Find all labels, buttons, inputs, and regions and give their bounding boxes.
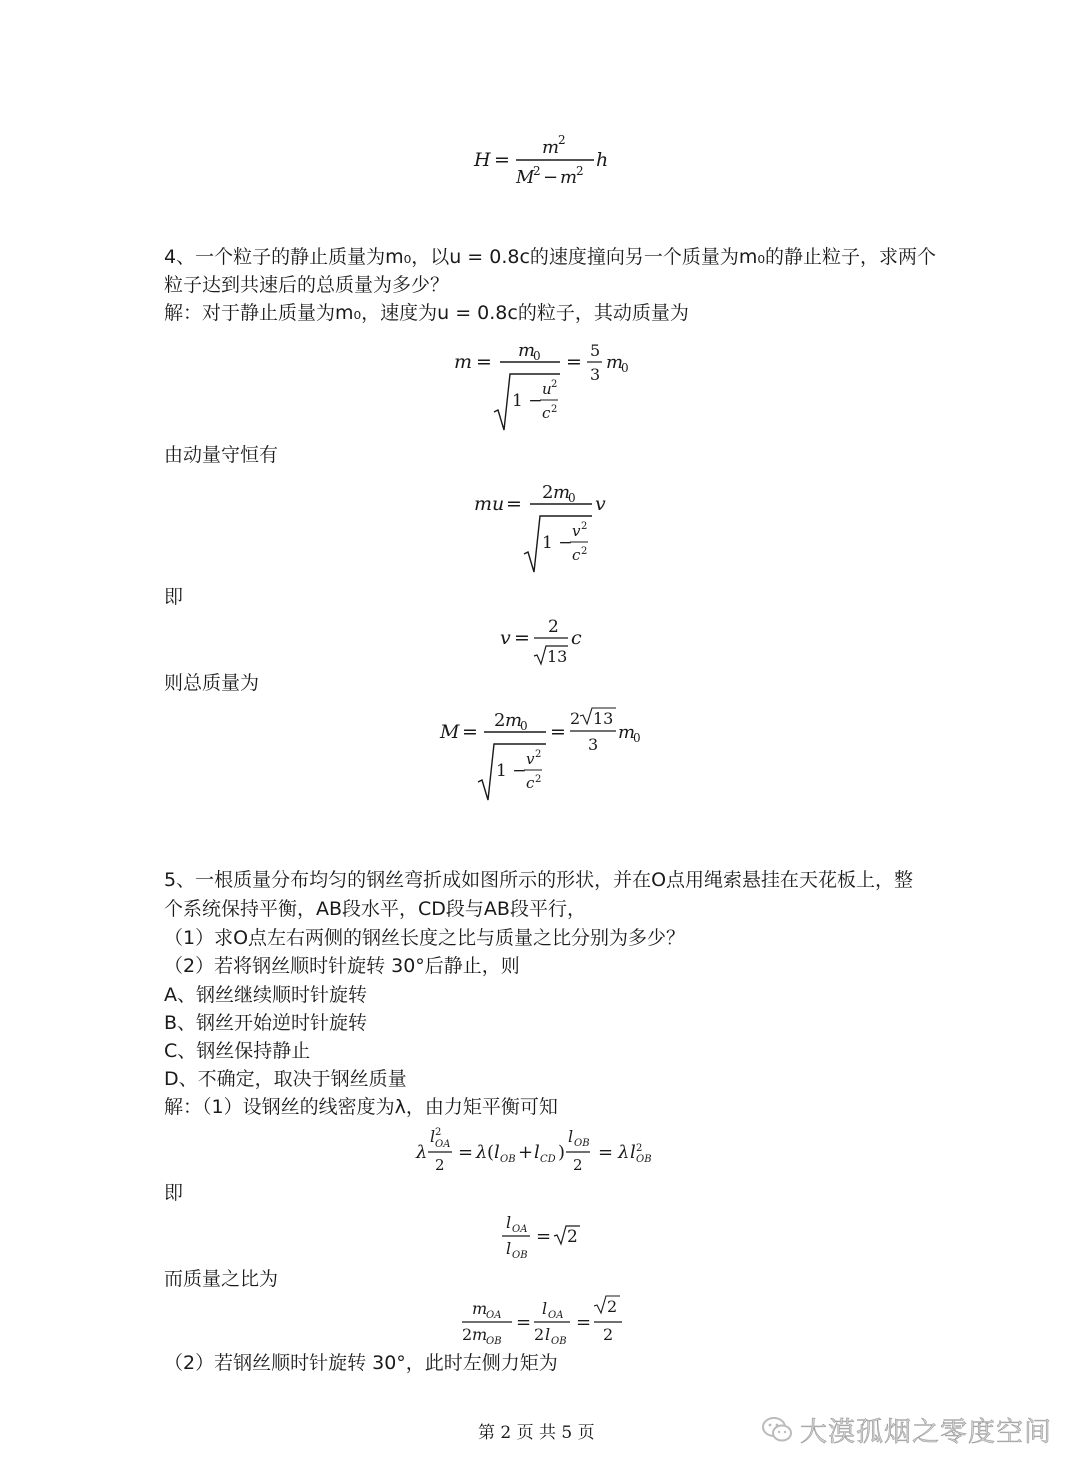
svg-text:5: 5	[590, 341, 601, 360]
svg-text:CD: CD	[540, 1154, 556, 1165]
svg-text:−: −	[543, 167, 559, 188]
svg-text:=: =	[458, 1142, 474, 1163]
watermark-text: 大漠孤烟之零度空间	[800, 1417, 1052, 1448]
svg-text:2: 2	[581, 521, 588, 532]
svg-text:): )	[558, 1142, 566, 1163]
svg-text:13: 13	[547, 647, 568, 666]
svg-text:0: 0	[520, 719, 528, 733]
svg-text:m: m	[505, 710, 523, 731]
equation-torque-balance	[414, 1120, 674, 1185]
svg-text:v: v	[526, 750, 535, 768]
svg-text:2: 2	[533, 164, 541, 178]
svg-text:(: (	[487, 1142, 495, 1163]
svg-text:l: l	[545, 1325, 551, 1344]
svg-text:=: =	[576, 1312, 592, 1333]
problem5-solution-1: 解：（1）设钢丝的线密度为λ，由力矩平衡可知	[164, 1096, 558, 1118]
svg-text:l: l	[494, 1142, 500, 1163]
svg-text:m: m	[518, 340, 536, 361]
svg-text:OB: OB	[512, 1250, 528, 1261]
svg-text:2: 2	[558, 133, 566, 147]
problem5-subquestion-1: （1）求O点左右两侧的钢丝长度之比与质量之比分别为多少？	[164, 927, 686, 949]
problem5-question-line2: 个系统保持平衡，AB段水平，CD段与AB段平行，	[164, 898, 586, 920]
svg-text:2: 2	[573, 1156, 583, 1174]
equation-total-mass	[436, 704, 656, 809]
equation-length-ratio-math	[500, 1206, 590, 1266]
svg-text:l: l	[542, 1299, 548, 1318]
svg-text:0: 0	[621, 361, 629, 375]
svg-text:OB: OB	[636, 1154, 652, 1165]
svg-text:v: v	[500, 627, 511, 649]
svg-text:m: m	[454, 351, 473, 373]
svg-text:l: l	[534, 1142, 540, 1163]
svg-text:=: =	[462, 721, 478, 743]
svg-text:m: m	[542, 137, 560, 158]
svg-text:H: H	[474, 149, 491, 171]
svg-text:m: m	[553, 482, 571, 503]
svg-text:c: c	[526, 774, 535, 792]
svg-text:OB: OB	[500, 1154, 516, 1165]
svg-text:2: 2	[551, 404, 558, 415]
svg-text:m: m	[472, 1325, 488, 1344]
equation-momentum-math	[470, 476, 620, 576]
equation-length-ratio	[500, 1206, 590, 1271]
svg-text:2: 2	[535, 749, 542, 760]
svg-text:c: c	[542, 404, 551, 422]
problem4-step-momentum: 由动量守恒有	[164, 444, 279, 466]
equation-total-mass-math	[436, 704, 656, 804]
svg-text:mu: mu	[474, 493, 505, 515]
svg-text:m: m	[472, 1299, 488, 1318]
equation-mass-ratio-math	[460, 1292, 630, 1352]
svg-text:l: l	[506, 1239, 512, 1258]
svg-text:1 −: 1 −	[496, 761, 527, 781]
svg-text:OA: OA	[548, 1310, 564, 1321]
svg-text:2: 2	[607, 1297, 618, 1316]
svg-text:OA: OA	[435, 1139, 451, 1150]
svg-text:OA: OA	[512, 1224, 528, 1235]
svg-text:1 −: 1 −	[512, 391, 543, 411]
problem5-question-line1: 5、一根质量分布均匀的钢丝弯折成如图所示的形状，并在O点用绳索悬挂在天花板上，整	[164, 869, 914, 891]
svg-text:m: m	[618, 722, 636, 743]
svg-text:u: u	[542, 380, 552, 398]
problem5-option-d: D、不确定，取决于钢丝质量	[164, 1068, 407, 1090]
svg-text:OB: OB	[574, 1138, 590, 1149]
problem4-step-ji: 即	[164, 586, 184, 608]
problem5-subquestion-2: （2）若将钢丝顺时针旋转 30°后静止，则	[164, 955, 520, 977]
svg-text:M: M	[516, 167, 535, 188]
svg-text:m: m	[606, 352, 624, 373]
equation-h-result	[470, 130, 620, 200]
svg-text:2: 2	[494, 710, 506, 731]
svg-text:0: 0	[533, 349, 541, 363]
svg-text:0: 0	[568, 491, 576, 505]
equation-torque-balance-math	[414, 1120, 674, 1180]
svg-text:λ: λ	[618, 1142, 630, 1163]
svg-text:2: 2	[535, 774, 542, 785]
svg-text:M: M	[440, 721, 460, 743]
svg-text:3: 3	[588, 735, 599, 754]
svg-text:λ: λ	[416, 1142, 428, 1163]
svg-text:2: 2	[435, 1127, 442, 1138]
problem5-option-a: A、钢丝继续顺时针旋转	[164, 984, 367, 1006]
problem5-solution-2: （2）若钢丝顺时针旋转 30°，此时左侧力矩为	[164, 1352, 558, 1374]
equation-velocity	[496, 612, 596, 677]
svg-text:=: =	[566, 351, 582, 373]
svg-text:v: v	[572, 522, 581, 540]
problem5-option-c: C、钢丝保持静止	[164, 1040, 311, 1062]
svg-text:l: l	[568, 1127, 574, 1146]
problem5-option-b: B、钢丝开始逆时针旋转	[164, 1012, 368, 1034]
problem5-step-ji: 即	[164, 1182, 184, 1204]
svg-text:=: =	[598, 1142, 614, 1163]
svg-text:2: 2	[581, 546, 588, 557]
problem4-question-line1: 4、一个粒子的静止质量为m₀，以u = 0.8c的速度撞向另一个质量为m₀的静止粒子，求两个	[164, 246, 937, 268]
watermark	[762, 1410, 1052, 1449]
svg-text:2: 2	[435, 1156, 445, 1174]
svg-text:=: =	[516, 1312, 532, 1333]
svg-text:2: 2	[576, 164, 584, 178]
problem4-question-line2: 粒子达到共速后的总质量为多少？	[164, 274, 450, 296]
svg-text:l: l	[506, 1213, 512, 1232]
svg-text:l: l	[430, 1127, 436, 1146]
svg-text:λ: λ	[476, 1142, 488, 1163]
svg-text:2: 2	[567, 1227, 578, 1247]
equation-velocity-math	[496, 612, 596, 672]
svg-text:c: c	[572, 546, 581, 564]
equation-momentum	[470, 476, 620, 581]
problem4-step-total: 则总质量为	[164, 672, 260, 694]
svg-text:2: 2	[548, 617, 559, 637]
svg-text:OB: OB	[551, 1336, 567, 1347]
svg-text:2: 2	[551, 379, 558, 390]
svg-text:OA: OA	[486, 1310, 502, 1321]
svg-text:l: l	[630, 1142, 636, 1163]
svg-text:h: h	[596, 149, 609, 171]
equation-h-result-math	[470, 130, 620, 195]
svg-text:1 −: 1 −	[542, 533, 573, 553]
svg-text:3: 3	[590, 365, 601, 384]
svg-text:2: 2	[542, 482, 554, 503]
svg-text:0: 0	[633, 731, 641, 745]
svg-text:=: =	[550, 721, 566, 743]
svg-text:=: =	[506, 493, 522, 515]
svg-text:2: 2	[570, 709, 581, 728]
equation-moving-mass	[450, 334, 640, 439]
svg-text:=: =	[476, 351, 492, 373]
equation-mass-ratio	[460, 1292, 630, 1357]
svg-text:v: v	[595, 493, 606, 515]
page-number: 第 2 页 共 5 页	[478, 1423, 595, 1443]
wechat-icon	[762, 1417, 792, 1443]
equation-moving-mass-math	[450, 334, 640, 434]
problem4-solution-intro: 解：对于静止质量为m₀，速度为u = 0.8c的粒子，其动质量为	[164, 302, 689, 324]
svg-text:=: =	[514, 627, 530, 649]
svg-text:2: 2	[462, 1325, 473, 1344]
svg-text:=: =	[494, 149, 510, 171]
svg-text:c: c	[571, 627, 582, 649]
svg-text:m: m	[560, 167, 578, 188]
svg-text:=: =	[536, 1226, 552, 1247]
svg-text:2: 2	[534, 1325, 545, 1344]
svg-text:OB: OB	[486, 1336, 502, 1347]
svg-text:13: 13	[593, 709, 614, 728]
svg-text:+: +	[518, 1142, 534, 1163]
svg-text:2: 2	[636, 1143, 643, 1154]
svg-text:2: 2	[603, 1325, 614, 1344]
problem5-step-mass-ratio: 而质量之比为	[164, 1268, 279, 1290]
